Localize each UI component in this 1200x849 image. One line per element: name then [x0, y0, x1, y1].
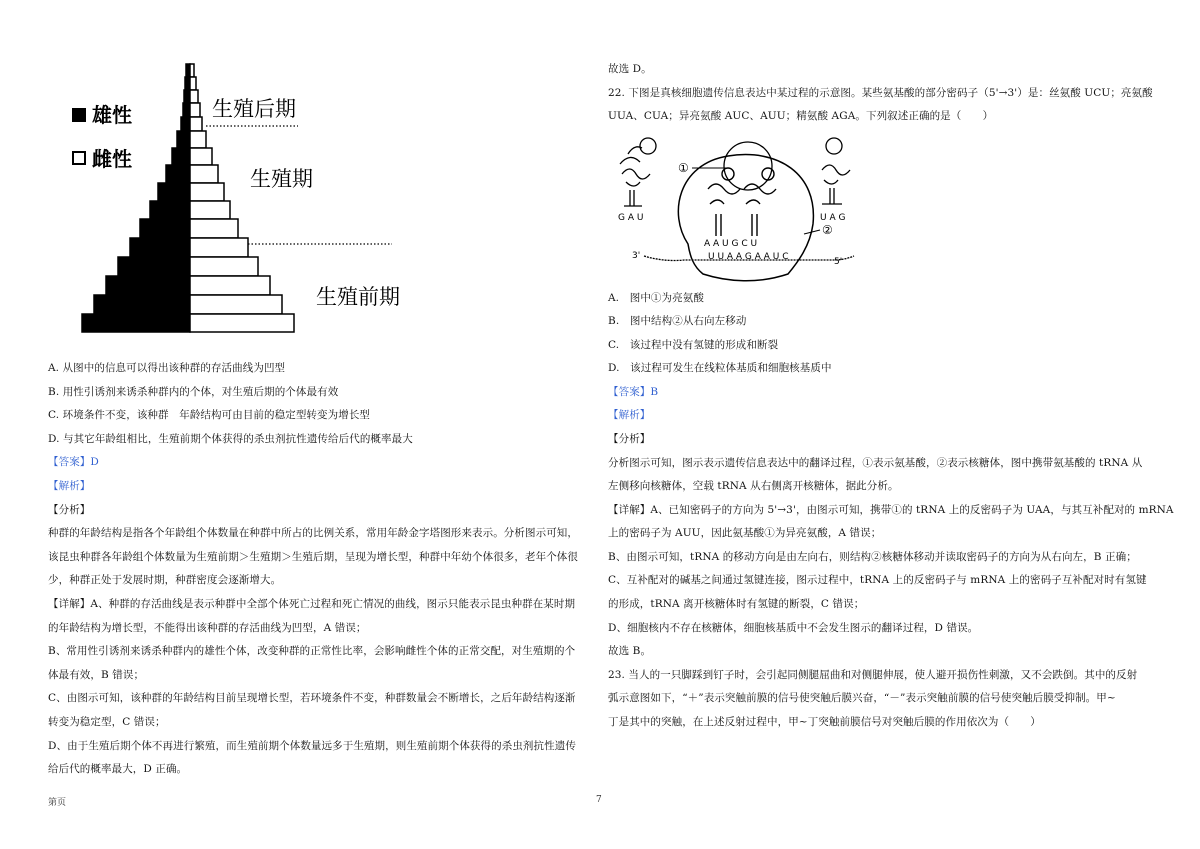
analysis-label-22: 【解析】 [608, 409, 651, 421]
label-pre-reproductive: 生殖前期 [316, 285, 400, 309]
footer-left: 第页 [48, 798, 67, 808]
question-22-line-1: 22. 下图是真核细胞遗传信息表达中某过程的示意图。某些氨基酸的部分密码子（5'→3'）是：丝氨酸 UCU；亮氨酸 [608, 87, 1153, 99]
fenxi-line-3: 少，种群正处于发展时期，种群密度会逐渐增大。 [48, 574, 282, 586]
detail-line-3: B、常用性引诱剂来诱杀种群内的雄性个体，改变种群的正常性比率，会影响雌性个体的正常交配，对生殖期的个 [48, 645, 576, 657]
detail-line-8: 给后代的概率最大，D 正确。 [48, 763, 188, 775]
option-c-22: C. 该过程中没有氢键的形成和断裂 [608, 339, 779, 351]
trna-left [620, 138, 656, 206]
marker-2: ② [822, 223, 833, 237]
detail-line-6: 转变为稳定型，C 错误； [48, 716, 166, 728]
mrna-3-end: 3' [632, 251, 641, 261]
age-pyramid-figure [60, 58, 460, 348]
conclusion-b: 故选 B。 [608, 645, 652, 657]
trna-right [822, 138, 850, 204]
question-22-line-2: UUA、CUA；异亮氨酸 AUC、AUU；精氨酸 AGA。下列叙述正确的是（ ） [608, 110, 994, 122]
fenxi-heading-22: 【分析】 [608, 433, 651, 445]
option-a-22: A. 图中①为亮氨酸 [608, 292, 704, 304]
amino-acid-circle [724, 142, 772, 190]
trna-middle-anticodons: A A U G C U [704, 239, 758, 249]
question-23-line-1: 23. 当人的一只脚踩到钉子时，会引起同侧腿屈曲和对侧腿伸展，使人避开损伤性刺激，又不会跌倒。其中的反射 [608, 669, 1138, 681]
marker-1: ① [678, 161, 689, 175]
option-d: D. 与其它年龄组相比，生殖前期个体获得的杀虫剂抗性遗传给后代的概率最大 [48, 433, 413, 445]
detail-22-line-4: C、互补配对的碱基之间通过氢键连接，图示过程中，tRNA 上的反密码子与 mRNA 上的密码子互补配对时有氢键 [608, 574, 1147, 586]
detail-22-line-6: D、细胞核内不存在核糖体，细胞核基质中不会发生图示的翻译过程，D 错误。 [608, 622, 979, 634]
option-b-22: B. 图中结构②从右向左移动 [608, 315, 747, 327]
answer-label: 【答案】D [48, 456, 99, 468]
legend-female: 雌性 [92, 147, 132, 171]
fenxi-22-line-1: 分析图示可知，图示表示遗传信息表达中的翻译过程，①表示氨基酸，②表示核糖体，图中携带氨基酸的 tRNA 从 [608, 457, 1143, 469]
option-c: C. 环境条件不变，该种群 年龄结构可由目前的稳定型转变为增长型 [48, 409, 371, 421]
detail-line-7: D、由于生殖后期个体不再进行繁殖，而生殖前期个体数量远多于生殖期，则生殖前期个体获得的杀虫剂抗性遗传 [48, 740, 576, 752]
detail-line-1: 【详解】A、种群的存活曲线是表示种群中全部个体死亡过程和死亡情况的曲线，图示只能表示昆虫种群在某时期 [48, 598, 576, 610]
detail-22-line-1: 【详解】A、已知密码子的方向为 5'→3'，由图示可知，携带①的 tRNA 上的反密码子为 UAA，与其互补配对的 mRNA [608, 504, 1174, 516]
detail-22-line-3: B、由图示可知，tRNA 的移动方向是由左向右，则结构②核糖体移动并读取密码子的方向为从右向左，B 正确； [608, 551, 1137, 563]
detail-line-4: 体最有效，B 错误； [48, 669, 145, 681]
fenxi-22-line-2: 左侧移向核糖体，空载 tRNA 从右侧离开核糖体，据此分析。 [608, 480, 899, 492]
detail-line-5: C、由图示可知，该种群的年龄结构目前呈现增长型，若环境条件不变，种群数量会不断增长，之后年龄结构逐渐 [48, 692, 576, 704]
trna-right-anticodon: U A G [820, 213, 846, 223]
trna-left-anticodon: G A U [618, 213, 644, 223]
label-post-reproductive: 生殖后期 [212, 97, 296, 121]
question-23-line-3: 丁是其中的突触，在上述反射过程中，甲~丁突触前膜信号对突触后膜的作用依次为（ ） [608, 716, 1041, 728]
detail-22-line-2: 上的密码子为 AUU，因此氨基酸①为异亮氨酸，A 错误； [608, 527, 882, 539]
fenxi-heading: 【分析】 [48, 504, 91, 516]
mrna-5-end: 5' [834, 257, 843, 267]
question-23-line-2: 弧示意图如下，“＋”表示突触前膜的信号使突触后膜兴奋，“－”表示突触前膜的信号使突触后膜受抑制。甲~ [608, 692, 1116, 704]
detail-line-2: 的年龄结构为增长型，不能得出该种群的存活曲线为凹型，A 错误； [48, 622, 367, 634]
fenxi-line-1: 种群的年龄结构是指各个年龄组个体数量在种群中所占的比例关系，常用年龄金字塔图形来表示。分析图示可知， [48, 527, 578, 539]
fenxi-line-2: 该昆虫种群各年龄组个体数量为生殖前期＞生殖期＞生殖后期，呈现为增长型，种群中年幼个体很多，老年个体很 [48, 551, 578, 563]
trna-middle [708, 168, 776, 236]
translation-diagram [608, 134, 858, 284]
mrna-codons: U U A A G A A U C [708, 252, 789, 262]
legend-male: 雄性 [92, 103, 132, 127]
page-number: 7 [596, 795, 602, 805]
option-a: A. 从图中的信息可以得出该种群的存活曲线为凹型 [48, 362, 286, 374]
detail-22-line-5: 的形成，tRNA 离开核糖体时有氢键的断裂，C 错误； [608, 598, 865, 610]
option-d-22: D. 该过程可发生在线粒体基质和细胞核基质中 [608, 362, 832, 374]
answer-label-22: 【答案】B [608, 386, 659, 398]
analysis-label: 【解析】 [48, 480, 91, 492]
conclusion-d: 故选 D。 [608, 63, 652, 75]
option-b: B. 用性引诱剂来诱杀种群内的个体，对生殖后期的个体最有效 [48, 386, 339, 398]
label-reproductive: 生殖期 [250, 167, 313, 191]
